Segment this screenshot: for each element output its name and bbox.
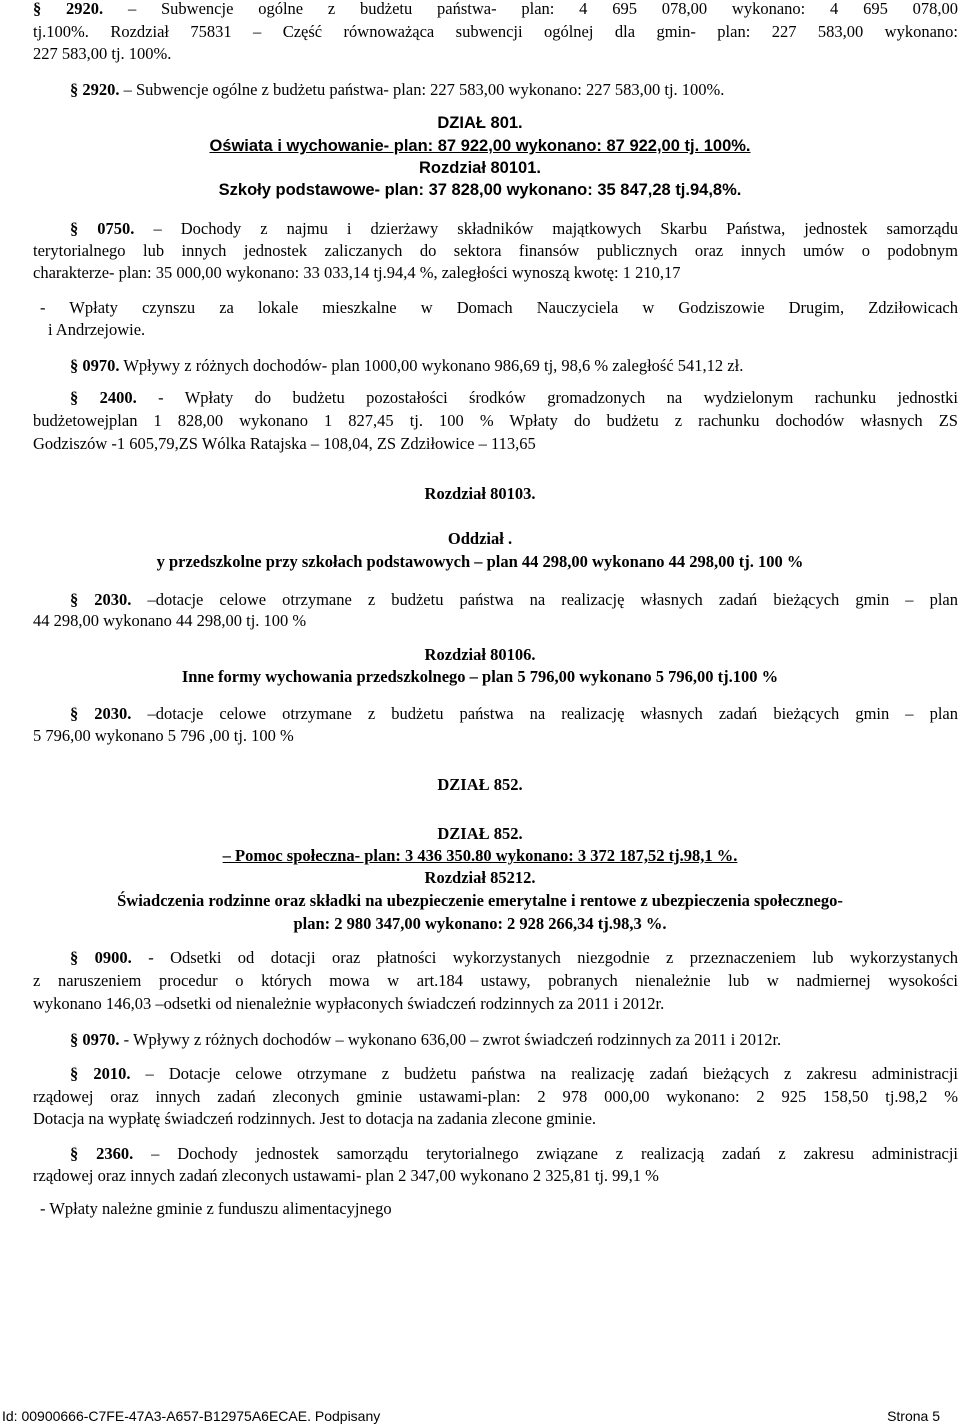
paragraph-marker: § 2030. [70,704,132,723]
text-line: Dotacja na wypłatę świadczeń rodzinnych. Jest to dotacja na zadania zlecone gminie. [33,1109,597,1128]
paragraph-marker: § 0970. [70,1030,120,1049]
rozdzial-heading-85212: Rozdział 85212. [424,868,536,887]
inne-formy-heading: Inne formy wychowania przedszkolnego – plan 5 796,00 wykonano 5 796,00 tj.100 % [181,667,779,686]
paragraph-2920-first [33,0,958,20]
paragraph-2920-second [70,78,960,101]
paragraph-marker: § 0750. [70,219,135,238]
section-heading-dzial-801: DZIAŁ 801. [437,114,523,132]
text-line: z naruszeniem procedur o których mowa w art.184 ustawy, pobranych nienależnie lub w nadmiernej wysokości [33,971,958,990]
paragraph-0970-second [70,1028,960,1051]
paragraph-0750 [70,217,958,240]
wplaty-czynszu-item: - Wpłaty czynszu za lokale mieszkalne w Domach Nauczyciela w Godziszowie Drugim, Zdziłowicach [40,298,958,317]
paragraph-marker: § 2030. [70,590,132,609]
paragraph-marker: § 2400. [70,388,137,407]
szkoly-podstawowe-heading: Szkoły podstawowe- plan: 37 828,00 wykonano: 35 847,28 tj.94,8%. [218,181,742,199]
paragraph-text: - Odsetki od dotacji oraz płatności wykorzystanych niezgodnie z przeznaczeniem lub wykorzystanych [148,948,959,967]
rozdzial-heading-80103: Rozdział 80103. [424,484,536,503]
paragraph-text: –dotacje celowe otrzymane z budżetu państwa na realizację własnych zadań bieżących gmin – plan [147,704,958,723]
paragraph-text: –dotacje celowe otrzymane z budżetu państwa na realizację własnych zadań bieżących gmin – plan [147,590,958,609]
paragraph-2030-second [70,702,958,725]
paragraph-text: - Wpływy z różnych dochodów – wykonano 636,00 – zwrot świadczeń rodzinnych za 2011 i 2012r. [123,1030,782,1049]
footer-document-id: Id: 00900666-C7FE-47A3-A657-B12975A6ECAE. Podpisany [2,1408,381,1424]
swiadczenia-plan-line: plan: 2 980 347,00 wykonano: 2 928 266,34 tj.98,3 %. [293,914,667,933]
text-line: rządowej oraz innych zadań zleconych gminie ustawami-plan: 2 978 000,00 wykonano: 2 925 158,50 tj.98,2 % [33,1087,958,1106]
paragraph-marker: § 2010. [70,1064,131,1083]
text-line: i Andrzejowie. [48,320,146,339]
paragraph-marker: § 0970. [70,356,120,375]
text-line: terytorialnego lub innych jednostek zaliczanych do sektora finansów publicznych oraz innych umów o podobnym [33,241,958,260]
section-subheading-oswiata: Oświata i wychowanie- plan: 87 922,00 wykonano: 87 922,00 tj. 100%. [209,137,751,155]
wplaty-alimentacyjne-item: - Wpłaty należne gminie z funduszu alimentacyjnego [40,1199,392,1218]
paragraph-text: – Subwencje ogólne z budżetu państwa- plan: 227 583,00 wykonano: 227 583,00 tj. 100%. [123,80,725,99]
rozdzial-75831-line: tj.100%. Rozdział 75831 – Część równoważąca subwencji ogólnej dla gmin- plan: 227 583,00 wykonano: [33,22,958,41]
paragraph-0970 [70,354,960,377]
paragraph-2360 [70,1142,958,1165]
paragraph-marker: § 0900. [70,948,132,967]
text-line: 5 796,00 wykonano 5 796 ,00 tj. 100 % [33,726,294,745]
text-line: rządowej oraz innych zadań zleconych ustawami- plan 2 347,00 wykonano 2 325,81 tj. 99,1 % [33,1166,659,1185]
footer-page-number: Strona 5 [887,1408,940,1424]
paragraph-marker: § 2920. [70,80,120,99]
przedszkolne-heading: y przedszkolne przy szkołach podstawowych – plan 44 298,00 wykonano 44 298,00 tj. 100 % [156,552,804,571]
paragraph-2010 [70,1062,958,1085]
text-line: wykonano 146,03 –odsetki od nienależnie wypłaconych świadczeń rodzinnych za 2011 i 2012r. [33,994,665,1013]
pomoc-spoleczna-heading: – Pomoc społeczna- plan: 3 436 350.80 wykonano: 3 372 187,52 tj.98,1 %. [222,846,738,865]
paragraph-text: Wpływy z różnych dochodów- plan 1000,00 wykonano 986,69 tj, 98,6 % zaległość 541,12 zł. [123,356,744,375]
text-line: charakterze- plan: 35 000,00 wykonano: 33 033,14 tj.94,4 %, zaległości wynoszą kwotę: 1 210,17 [33,263,681,282]
text-line: budżetowejplan 1 828,00 wykonano 1 827,45 tj. 100 % Wpłaty do budżetu z rachunku dochodów własnych ZS [33,411,958,430]
paragraph-text: – Subwencje ogólne z budżetu państwa- plan: 4 695 078,00 wykonano: 4 695 078,00 [127,0,958,18]
rozdzial-heading-80101: Rozdział 80101. [419,159,541,177]
text-line: 227 583,00 tj. 100%. [33,44,172,63]
paragraph-text: - Wpłaty do budżetu pozostałości środków gromadzonych na wydzielonym rachunku jednostki [158,388,959,407]
text-line: 44 298,00 wykonano 44 298,00 tj. 100 % [33,611,307,630]
paragraph-2400 [70,386,958,409]
paragraph-text: – Dochody jednostek samorządu terytorialnego związane z realizacją zadań z zakresu administracji [151,1144,959,1163]
paragraph-text: – Dochody z najmu i dzierżawy składników majątkowych Skarbu Państwa, jednostek samorządu [153,219,958,238]
oddzial-heading: Oddział . [447,529,513,548]
paragraph-marker: § 2360. [70,1144,134,1163]
paragraph-2030-first [70,588,958,611]
rozdzial-heading-80106: Rozdział 80106. [424,645,536,664]
text-line: Godziszów -1 605,79,ZS Wólka Ratajska – 108,04, ZS Zdziłowice – 113,65 [33,434,536,453]
paragraph-0900 [70,946,958,969]
swiadczenia-heading: Świadczenia rodzinne oraz składki na ubezpieczenie emerytalne i rentowe z ubezpieczenia społecznego- [117,891,843,910]
paragraph-marker: § 2920. [33,0,104,18]
section-heading-dzial-852: DZIAŁ 852. [437,775,523,794]
paragraph-text: – Dotacje celowe otrzymane z budżetu państwa na realizację zadań bieżących z zakresu administracji [145,1064,959,1083]
section-heading-dzial-852-repeat: DZIAŁ 852. [437,824,523,843]
